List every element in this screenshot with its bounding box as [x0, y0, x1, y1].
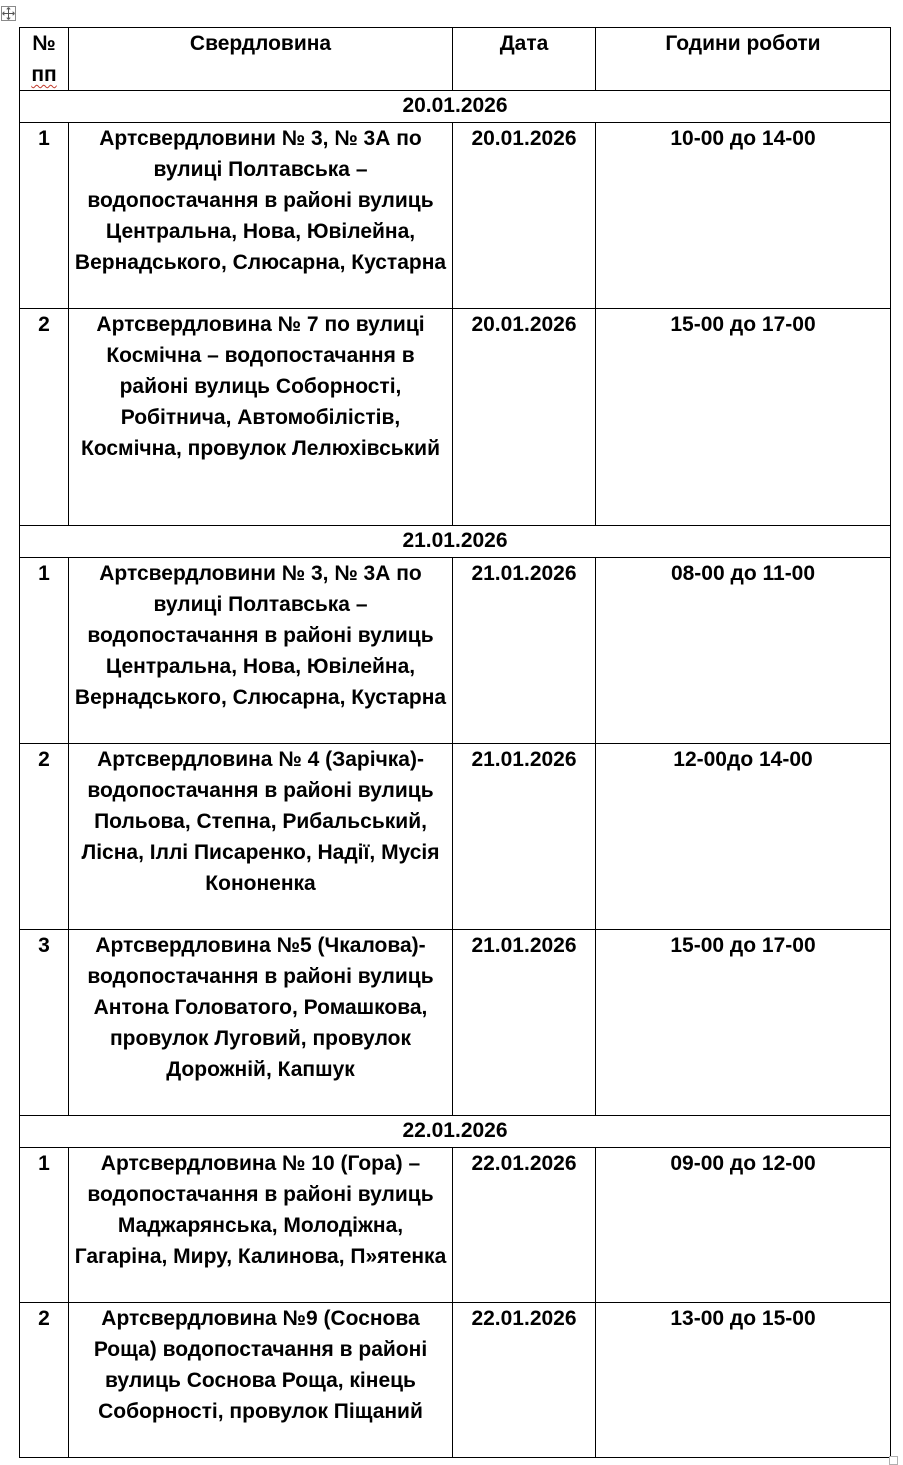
date-group-row — [20, 91, 891, 123]
header-num-line2: пп — [31, 63, 57, 86]
row-num: 2 — [20, 309, 69, 526]
row-hours: 10-00 до 14-00 — [596, 123, 891, 309]
header-row — [20, 28, 891, 91]
schedule-table — [19, 27, 891, 1458]
table-row — [20, 930, 891, 1116]
group-date: 22.01.2026 — [20, 1116, 891, 1148]
table-resize-handle[interactable] — [889, 1456, 898, 1465]
header-date: Дата — [453, 28, 596, 91]
header-num — [20, 28, 69, 91]
table-move-handle[interactable] — [1, 6, 16, 21]
row-well: Артсвердловина №5 (Чкалова)- водопостачання в районі вулиць Антона Головатого, Ромашкова, провулок Луговий, провулок Дорожній, Капшук — [69, 930, 453, 1116]
row-hours: 15-00 до 17-00 — [596, 930, 891, 1116]
row-date: 22.01.2026 — [453, 1303, 596, 1458]
row-well: Артсвердловина № 4 (Зарічка)- водопостачання в районі вулиць Польова, Степна, Рибальський, Лісна, Іллі Писаренко, Надії, Мусія Кононенка — [69, 744, 453, 930]
row-date: 21.01.2026 — [453, 744, 596, 930]
row-date: 21.01.2026 — [453, 930, 596, 1116]
row-num: 1 — [20, 1148, 69, 1303]
row-num: 1 — [20, 558, 69, 744]
row-hours: 12-00до 14-00 — [596, 744, 891, 930]
row-well: Артсвердловина № 10 (Гора) – водопостачання в районі вулиць Маджарянська, Молодіжна, Гагаріна, Миру, Калинова, П»ятенка — [69, 1148, 453, 1303]
table-row — [20, 1148, 891, 1303]
row-hours: 15-00 до 17-00 — [596, 309, 891, 526]
group-date: 20.01.2026 — [20, 91, 891, 123]
table-row — [20, 123, 891, 309]
row-date: 20.01.2026 — [453, 309, 596, 526]
header-num-line1: № — [32, 32, 56, 55]
row-well: Артсвердловина №9 (Соснова Роща) водопостачання в районі вулиць Соснова Роща, кінець Соборності, провулок Піщаний — [69, 1303, 453, 1458]
row-num: 2 — [20, 1303, 69, 1458]
table-row — [20, 744, 891, 930]
row-date: 20.01.2026 — [453, 123, 596, 309]
row-date: 21.01.2026 — [453, 558, 596, 744]
date-group-row — [20, 526, 891, 558]
table-row — [20, 1303, 891, 1458]
row-well: Артсвердловини № 3, № 3А по вулиці Полтавська – водопостачання в районі вулиць Центральна, Нова, Ювілейна, Вернадського, Слюсарна, Кустарна — [69, 123, 453, 309]
row-well: Артсвердловина № 7 по вулиці Космічна – водопостачання в районі вулиць Соборності, Робітнича, Автомобілістів, Космічна, провулок Лелюхівський — [69, 309, 453, 526]
row-hours: 08-00 до 11-00 — [596, 558, 891, 744]
group-date: 21.01.2026 — [20, 526, 891, 558]
date-group-row — [20, 1116, 891, 1148]
header-hours: Години роботи — [596, 28, 891, 91]
row-hours: 13-00 до 15-00 — [596, 1303, 891, 1458]
row-num: 1 — [20, 123, 69, 309]
header-well: Свердловина — [69, 28, 453, 91]
move-icon — [2, 7, 15, 20]
row-date: 22.01.2026 — [453, 1148, 596, 1303]
row-num: 2 — [20, 744, 69, 930]
table-row — [20, 309, 891, 526]
row-num: 3 — [20, 930, 69, 1116]
table-row — [20, 558, 891, 744]
row-hours: 09-00 до 12-00 — [596, 1148, 891, 1303]
row-well: Артсвердловини № 3, № 3А по вулиці Полтавська – водопостачання в районі вулиць Центральна, Нова, Ювілейна, Вернадського, Слюсарна, Кустарна — [69, 558, 453, 744]
